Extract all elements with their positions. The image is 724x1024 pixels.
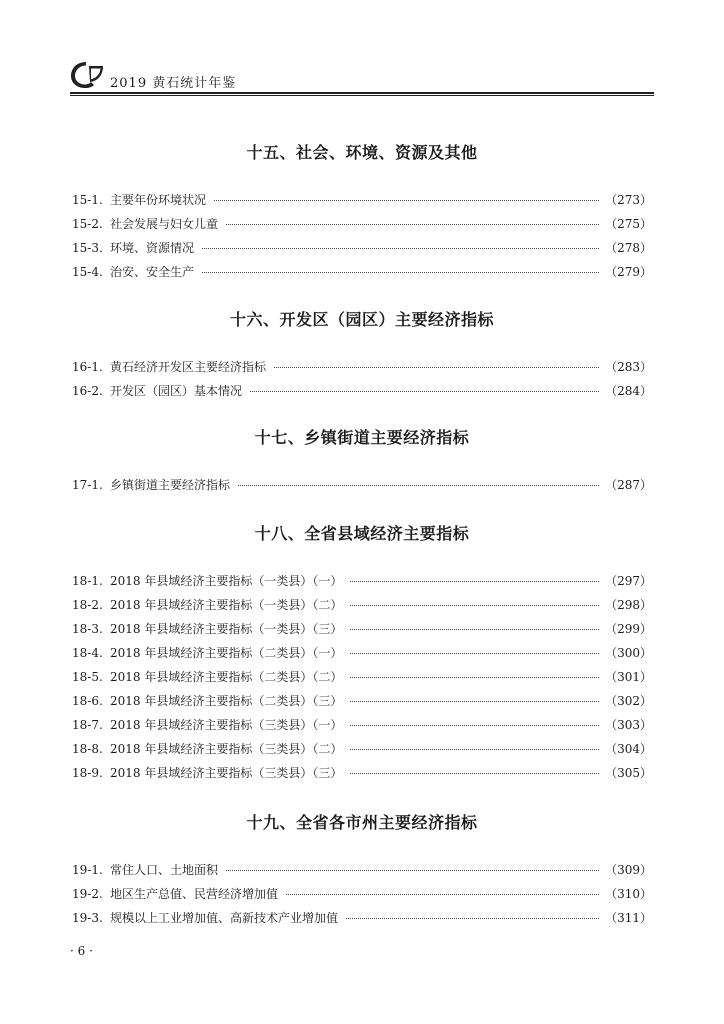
- entry-label: 规模以上工业增加值、高新技术产业增加值: [110, 911, 339, 925]
- section-19: [72, 811, 652, 930]
- dot-leader: [226, 224, 599, 225]
- entry-page: （310）: [605, 887, 652, 901]
- yearbook-logo-icon: [70, 60, 106, 90]
- entry-number: 15-2.: [72, 217, 103, 231]
- dot-leader: [350, 701, 599, 702]
- section-title: 十六、开发区（园区）主要经济指标: [229, 310, 494, 329]
- entry-number: 18-7.: [72, 718, 103, 732]
- toc-entry[interactable]: [72, 473, 652, 497]
- entry-page: （302）: [605, 694, 652, 708]
- entry-number: 15-1.: [72, 193, 103, 207]
- entry-number: 19-3.: [72, 911, 103, 925]
- entry-page: （284）: [605, 384, 652, 398]
- entry-label: 2018 年县域经济主要指标（三类县）（一）: [110, 718, 343, 732]
- entry-label: 2018 年县域经济主要指标（三类县）（三）: [110, 766, 343, 780]
- toc-entry[interactable]: [72, 188, 652, 212]
- section-17: [72, 426, 652, 497]
- entry-page: （300）: [605, 646, 652, 660]
- entry-page: （287）: [605, 478, 652, 492]
- toc-entry[interactable]: [72, 689, 652, 713]
- toc-entry[interactable]: [72, 882, 652, 906]
- entry-label: 主要年份环境状况: [110, 193, 207, 207]
- entry-label: 2018 年县域经济主要指标（三类县）（二）: [110, 742, 343, 756]
- entry-number: 19-2.: [72, 887, 103, 901]
- entry-label: 常住人口、土地面积: [110, 863, 219, 877]
- entry-number: 15-3.: [72, 241, 103, 255]
- entry-label: 乡镇街道主要经济指标: [110, 478, 231, 492]
- section-16: [72, 308, 652, 403]
- header-title: 2019 黄石统计年鉴: [110, 76, 237, 91]
- toc-entry[interactable]: [72, 713, 652, 737]
- entry-page: （275）: [605, 217, 652, 231]
- toc-list: [72, 473, 652, 497]
- toc-entry[interactable]: [72, 665, 652, 689]
- dot-leader: [350, 725, 599, 726]
- section-title: 十七、乡镇街道主要经济指标: [254, 428, 470, 447]
- entry-label: 2018 年县域经济主要指标（二类县）（二）: [110, 670, 343, 684]
- entry-label: 黄石经济开发区主要经济指标: [110, 360, 267, 374]
- toc-entry[interactable]: [72, 641, 652, 665]
- entry-number: 18-1.: [72, 574, 103, 588]
- entry-number: 18-3.: [72, 622, 103, 636]
- dot-leader: [238, 485, 599, 486]
- entry-label: 地区生产总值、民营经济增加值: [110, 887, 279, 901]
- toc-entry[interactable]: [72, 617, 652, 641]
- entry-page: （309）: [605, 863, 652, 877]
- dot-leader: [350, 605, 599, 606]
- entry-number: 18-5.: [72, 670, 103, 684]
- entry-page: （299）: [605, 622, 652, 636]
- entry-page: （301）: [605, 670, 652, 684]
- entry-page: （303）: [605, 718, 652, 732]
- toc-entry[interactable]: [72, 260, 652, 284]
- toc-entry[interactable]: [72, 236, 652, 260]
- dot-leader: [350, 677, 599, 678]
- toc-entry[interactable]: [72, 569, 652, 593]
- dot-leader: [274, 367, 599, 368]
- toc-entry[interactable]: [72, 593, 652, 617]
- header-rule: [70, 92, 654, 94]
- section-title: 十五、社会、环境、资源及其他: [246, 143, 478, 162]
- entry-label: 2018 年县域经济主要指标（二类县）（三）: [110, 694, 343, 708]
- toc-list: [72, 858, 652, 930]
- toc-entry[interactable]: [72, 858, 652, 882]
- entry-label: 2018 年县域经济主要指标（一类县）（一）: [110, 574, 343, 588]
- entry-page: （279）: [605, 265, 652, 279]
- entry-page: （305）: [605, 766, 652, 780]
- header-rule-thin: [70, 95, 654, 96]
- dot-leader: [350, 749, 599, 750]
- toc-entry[interactable]: [72, 737, 652, 761]
- entry-page: （311）: [605, 911, 652, 925]
- section-title: 十八、全省县域经济主要指标: [254, 524, 470, 543]
- entry-number: 15-4.: [72, 265, 103, 279]
- section-18: [72, 522, 652, 785]
- entry-page: （304）: [605, 742, 652, 756]
- dot-leader: [250, 391, 599, 392]
- entry-number: 19-1.: [72, 863, 103, 877]
- toc-entry[interactable]: [72, 379, 652, 403]
- section-title: 十九、全省各市州主要经济指标: [246, 813, 478, 832]
- entry-page: （283）: [605, 360, 652, 374]
- dot-leader: [286, 894, 599, 895]
- entry-number: 18-6.: [72, 694, 103, 708]
- entry-number: 16-2.: [72, 384, 103, 398]
- entry-label: 社会发展与妇女儿童: [110, 217, 219, 231]
- entry-number: 18-9.: [72, 766, 103, 780]
- entry-label: 2018 年县域经济主要指标（一类县）（三）: [110, 622, 343, 636]
- toc-list: [72, 355, 652, 403]
- entry-page: （273）: [605, 193, 652, 207]
- entry-number: 18-8.: [72, 742, 103, 756]
- page-number: · 6 ·: [70, 944, 93, 958]
- entry-label: 2018 年县域经济主要指标（一类县）（二）: [110, 598, 343, 612]
- entry-label: 2018 年县域经济主要指标（二类县）（一）: [110, 646, 343, 660]
- toc-entry[interactable]: [72, 212, 652, 236]
- entry-number: 16-1.: [72, 360, 103, 374]
- dot-leader: [350, 629, 599, 630]
- entry-label: 环境、资源情况: [110, 241, 195, 255]
- dot-leader: [202, 272, 599, 273]
- entry-page: （298）: [605, 598, 652, 612]
- entry-number: 18-4.: [72, 646, 103, 660]
- dot-leader: [202, 248, 599, 249]
- dot-leader: [214, 200, 599, 201]
- dot-leader: [346, 918, 599, 919]
- entry-page: （297）: [605, 574, 652, 588]
- toc-entry[interactable]: [72, 761, 652, 785]
- toc-entry[interactable]: [72, 906, 652, 930]
- entry-label: 开发区（园区）基本情况: [110, 384, 243, 398]
- toc-entry[interactable]: [72, 355, 652, 379]
- entry-number: 17-1.: [72, 478, 103, 492]
- toc-list: [72, 569, 652, 785]
- dot-leader: [350, 581, 599, 582]
- dot-leader: [350, 653, 599, 654]
- entry-label: 治安、安全生产: [110, 265, 195, 279]
- toc-list: [72, 188, 652, 284]
- entry-number: 18-2.: [72, 598, 103, 612]
- dot-leader: [226, 870, 599, 871]
- dot-leader: [350, 773, 599, 774]
- entry-page: （278）: [605, 241, 652, 255]
- section-15: [72, 141, 652, 284]
